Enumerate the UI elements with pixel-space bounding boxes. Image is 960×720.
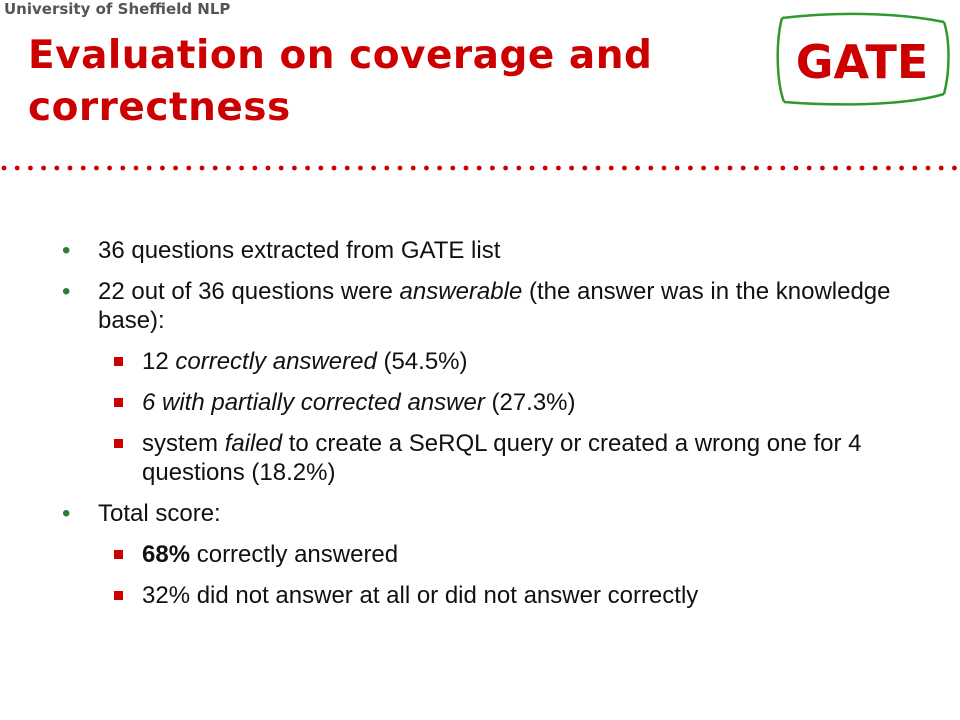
divider-dot — [556, 166, 561, 171]
divider-dot — [120, 166, 125, 171]
divider-dot — [305, 166, 310, 171]
divider-dot — [94, 166, 99, 171]
divider-dot — [648, 166, 653, 171]
divider-dot — [503, 166, 508, 171]
bullet-item-1 — [62, 236, 942, 265]
divider-dot — [714, 166, 719, 171]
divider-dot — [266, 166, 271, 171]
divider-dot — [345, 166, 350, 171]
divider-dot — [609, 166, 614, 171]
divider-dot — [134, 166, 139, 171]
bullet-text: Total score: — [98, 500, 221, 527]
divider-dot — [569, 166, 574, 171]
divider-dot — [200, 166, 205, 171]
divider-dot — [477, 166, 482, 171]
divider-dot — [28, 166, 33, 171]
divider-dot — [543, 166, 548, 171]
sub-bullet-suffix: to create a SeRQL query or created a wrong one for 4 questions (18.2%) — [142, 430, 862, 486]
sub-bullet-item-2 — [112, 388, 942, 417]
divider-dot — [2, 166, 7, 171]
square-bullet-icon — [114, 550, 123, 559]
divider-dot — [54, 166, 59, 171]
sub-bullet-item-4 — [112, 540, 942, 569]
divider-dot — [754, 166, 759, 171]
divider-dot — [582, 166, 587, 171]
divider-dot — [464, 166, 469, 171]
sub-bullet-suffix: (54.5%) — [376, 348, 468, 375]
divider-dot — [780, 166, 785, 171]
divider-dot — [213, 166, 218, 171]
bullet-dot-icon: • — [62, 278, 71, 305]
dotted-divider — [0, 162, 960, 174]
bullet-item-3 — [62, 499, 942, 528]
bullet-item-2 — [62, 277, 942, 335]
bullet-text: 36 questions extracted from GATE list — [98, 237, 501, 264]
divider-dot — [239, 166, 244, 171]
square-bullet-icon — [114, 591, 123, 600]
divider-dot — [358, 166, 363, 171]
bullet-text-emphasis: answerable — [399, 278, 523, 305]
sub-bullet-suffix: (27.3%) — [484, 389, 576, 416]
divider-dot — [490, 166, 495, 171]
divider-dot — [398, 166, 403, 171]
divider-dot — [318, 166, 323, 171]
sub-bullet-item-1 — [112, 347, 942, 376]
sub-bullet-prefix: 12 — [142, 348, 176, 375]
divider-dot — [912, 166, 917, 171]
divider-dot — [767, 166, 772, 171]
sub-bullet-emphasis: correctly answered — [175, 348, 377, 375]
divider-dot — [860, 166, 865, 171]
divider-dot — [147, 166, 152, 171]
bullet-dot-icon: • — [62, 237, 71, 264]
sub-bullet-suffix: correctly answered — [190, 541, 399, 568]
bullet-list — [62, 236, 942, 622]
divider-dot — [371, 166, 376, 171]
divider-dot — [741, 166, 746, 171]
divider-dot — [728, 166, 733, 171]
divider-dot — [794, 166, 799, 171]
sub-bullet-text: 32% did not answer at all or did not answer correctly — [142, 582, 699, 609]
divider-dot — [635, 166, 640, 171]
divider-dot — [252, 166, 257, 171]
divider-dot — [437, 166, 442, 171]
divider-dot — [160, 166, 165, 171]
divider-dot — [899, 166, 904, 171]
divider-dot — [424, 166, 429, 171]
bullet-text-suffix: (the answer was in the knowledge base): — [98, 278, 891, 334]
divider-dot — [450, 166, 455, 171]
square-bullet-icon — [114, 398, 123, 407]
divider-dot — [68, 166, 73, 171]
divider-dot — [622, 166, 627, 171]
square-bullet-icon — [114, 439, 123, 448]
gate-logo — [774, 10, 950, 108]
divider-dot — [173, 166, 178, 171]
bullet-text-prefix: 22 out of 36 questions were — [98, 278, 400, 305]
sub-bullet-emphasis: 6 with partially corrected answer — [142, 389, 485, 416]
divider-dot — [675, 166, 680, 171]
slide-title: Evaluation on coverage and correctness — [28, 33, 653, 130]
divider-dot — [107, 166, 112, 171]
divider-dot — [530, 166, 535, 171]
divider-dot — [886, 166, 891, 171]
divider-dot — [662, 166, 667, 171]
organization-label: University of Sheffield NLP — [4, 0, 231, 18]
square-bullet-icon — [114, 357, 123, 366]
divider-dot — [846, 166, 851, 171]
divider-dot — [596, 166, 601, 171]
divider-dot — [820, 166, 825, 171]
divider-dot — [292, 166, 297, 171]
divider-dot — [226, 166, 231, 171]
divider-dot — [81, 166, 86, 171]
svg-text:GATE: GATE — [795, 35, 929, 89]
divider-dot — [41, 166, 46, 171]
sub-bullet-item-5 — [112, 581, 942, 610]
sub-bullet-prefix: system — [142, 430, 225, 457]
divider-dot — [279, 166, 284, 171]
sub-bullet-strong: 68% — [142, 541, 191, 568]
divider-dot — [873, 166, 878, 171]
sub-bullet-item-3 — [112, 429, 942, 487]
divider-dot — [384, 166, 389, 171]
divider-dot — [939, 166, 944, 171]
divider-dot — [516, 166, 521, 171]
divider-dot — [833, 166, 838, 171]
divider-dot — [411, 166, 416, 171]
divider-dot — [688, 166, 693, 171]
divider-dot — [15, 166, 20, 171]
divider-dot — [701, 166, 706, 171]
divider-dot — [952, 166, 957, 171]
divider-dot — [332, 166, 337, 171]
divider-dot — [186, 166, 191, 171]
divider-dot — [807, 166, 812, 171]
bullet-dot-icon: • — [62, 500, 71, 527]
divider-dot — [926, 166, 931, 171]
sub-bullet-emphasis: failed — [224, 430, 283, 457]
